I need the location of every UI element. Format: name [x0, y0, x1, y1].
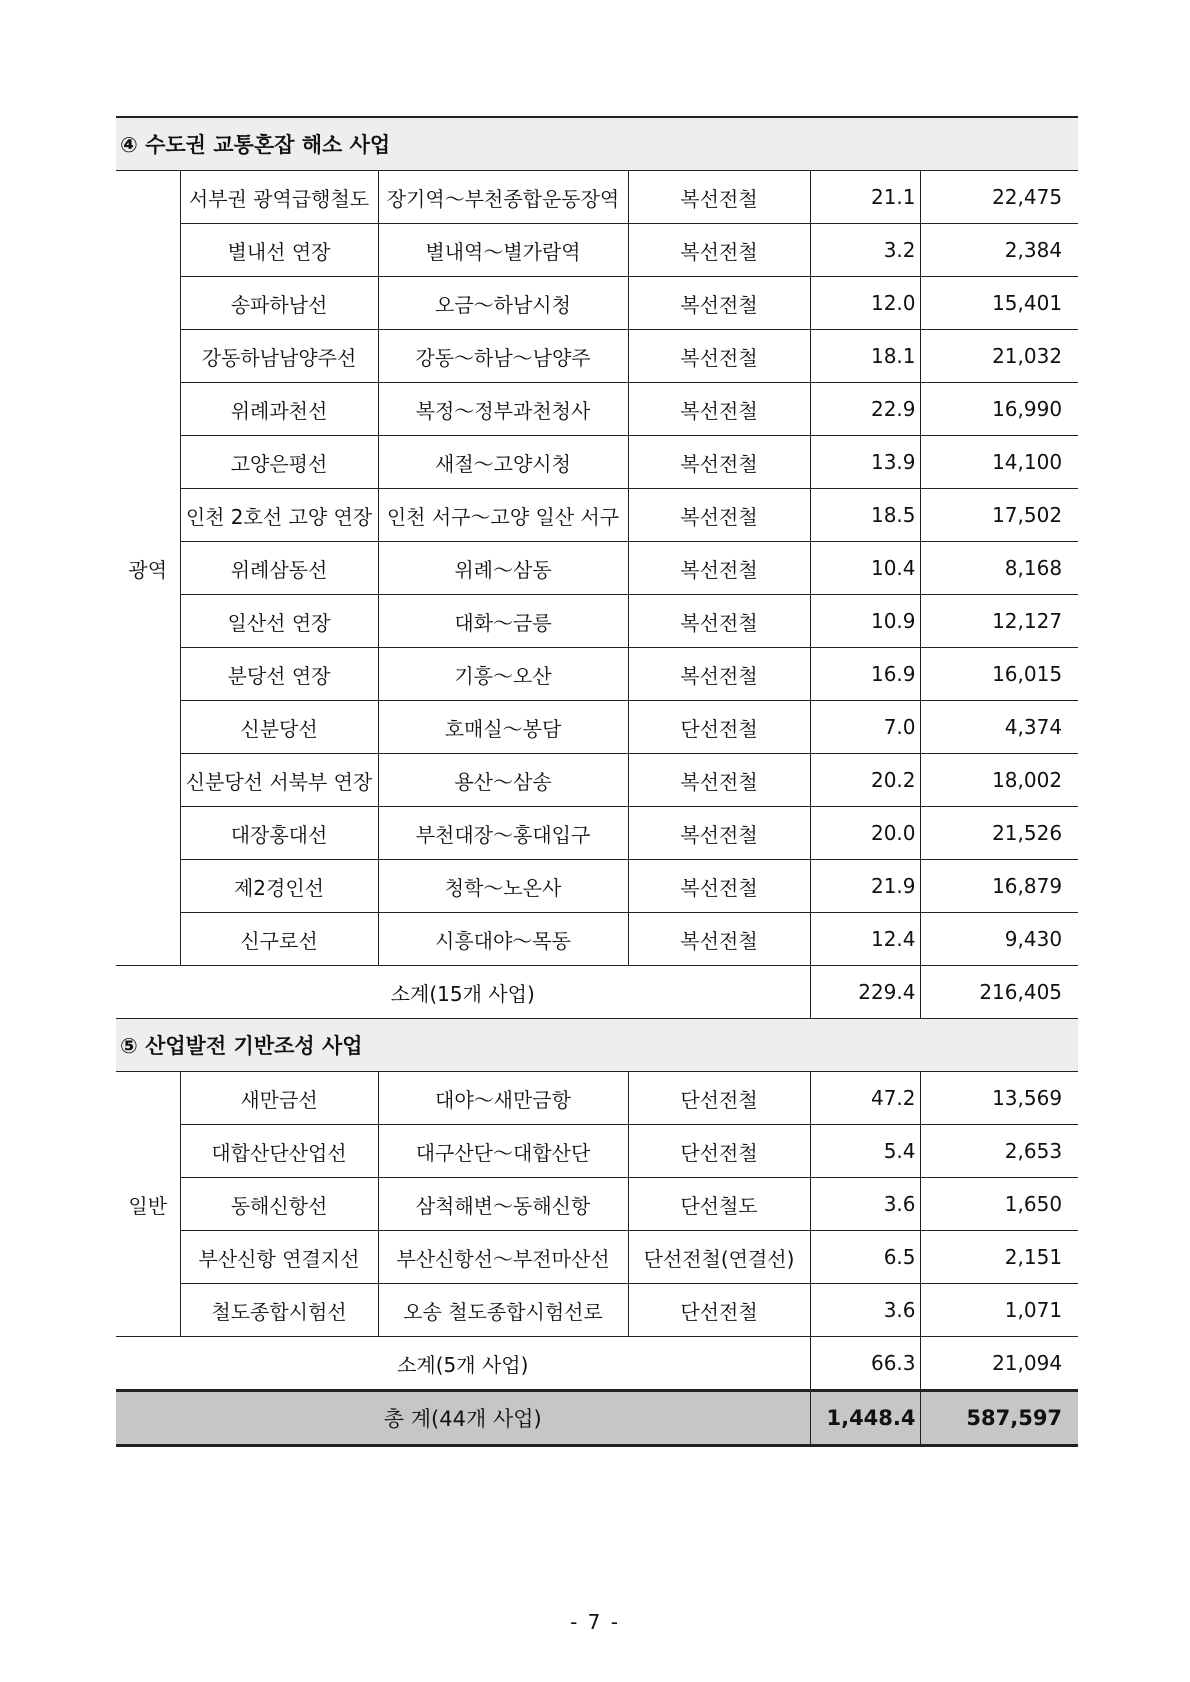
cost-cell: 21,032: [920, 330, 1078, 383]
grand-total-cost: 587,597: [920, 1391, 1078, 1446]
table-row: [116, 383, 1078, 436]
table-row: [116, 807, 1078, 860]
grand-total-row: [116, 1391, 1078, 1446]
subtotal-cost: 216,405: [920, 966, 1078, 1019]
project-name-cell: 대장홍대선: [180, 807, 378, 860]
length-cell: 5.4: [810, 1125, 920, 1178]
track-type-cell: 복선전철: [628, 489, 810, 542]
track-type-cell: 복선전철: [628, 913, 810, 966]
length-cell: 3.6: [810, 1284, 920, 1337]
table-row: [116, 1284, 1078, 1337]
route-cell: 강동～하남～남양주: [378, 330, 628, 383]
project-name-cell: 위례삼동선: [180, 542, 378, 595]
track-type-cell: 단선철도: [628, 1178, 810, 1231]
route-cell: 오송 철도종합시험선로: [378, 1284, 628, 1337]
route-cell: 부천대장～홍대입구: [378, 807, 628, 860]
table-row: [116, 1231, 1078, 1284]
section-title: ⑤ 산업발전 기반조성 사업: [116, 1019, 1078, 1072]
route-cell: 청학～노온사: [378, 860, 628, 913]
route-cell: 오금～하남시청: [378, 277, 628, 330]
table-row: [116, 648, 1078, 701]
length-cell: 12.4: [810, 913, 920, 966]
length-cell: 20.2: [810, 754, 920, 807]
project-name-cell: 신구로선: [180, 913, 378, 966]
route-cell: 복정～정부과천청사: [378, 383, 628, 436]
section-header-row: [116, 1019, 1078, 1072]
project-name-cell: 철도종합시험선: [180, 1284, 378, 1337]
length-cell: 47.2: [810, 1072, 920, 1125]
table-row: [116, 754, 1078, 807]
length-cell: 7.0: [810, 701, 920, 754]
route-cell: 대화～금릉: [378, 595, 628, 648]
cost-cell: 16,015: [920, 648, 1078, 701]
length-cell: 3.2: [810, 224, 920, 277]
section-header-row: [116, 117, 1078, 171]
project-name-cell: 서부권 광역급행철도: [180, 171, 378, 224]
length-cell: 21.9: [810, 860, 920, 913]
table-row: [116, 171, 1078, 224]
project-name-cell: 별내선 연장: [180, 224, 378, 277]
route-cell: 부산신항선～부전마산선: [378, 1231, 628, 1284]
track-type-cell: 복선전철: [628, 807, 810, 860]
group-label: 광역: [116, 171, 180, 966]
length-cell: 12.0: [810, 277, 920, 330]
project-name-cell: 송파하남선: [180, 277, 378, 330]
table-row: [116, 860, 1078, 913]
table-row: [116, 277, 1078, 330]
route-cell: 대야～새만금항: [378, 1072, 628, 1125]
project-name-cell: 신분당선 서북부 연장: [180, 754, 378, 807]
route-cell: 삼척해변～동해신항: [378, 1178, 628, 1231]
cost-cell: 14,100: [920, 436, 1078, 489]
length-cell: 10.4: [810, 542, 920, 595]
route-cell: 위례～삼동: [378, 542, 628, 595]
project-name-cell: 강동하남남양주선: [180, 330, 378, 383]
project-name-cell: 분당선 연장: [180, 648, 378, 701]
track-type-cell: 단선전철: [628, 1125, 810, 1178]
table-row: [116, 1072, 1078, 1125]
grand-total-length: 1,448.4: [810, 1391, 920, 1446]
table-row: [116, 701, 1078, 754]
subtotal-row: [116, 1337, 1078, 1391]
cost-cell: 2,384: [920, 224, 1078, 277]
track-type-cell: 복선전철: [628, 595, 810, 648]
page-number: - 7 -: [570, 1610, 620, 1634]
length-cell: 13.9: [810, 436, 920, 489]
track-type-cell: 단선전철: [628, 701, 810, 754]
group-label: 일반: [116, 1072, 180, 1337]
cost-cell: 4,374: [920, 701, 1078, 754]
track-type-cell: 복선전철: [628, 224, 810, 277]
cost-cell: 8,168: [920, 542, 1078, 595]
subtotal-length: 66.3: [810, 1337, 920, 1391]
cost-cell: 1,650: [920, 1178, 1078, 1231]
route-cell: 장기역～부천종합운동장역: [378, 171, 628, 224]
track-type-cell: 단선전철(연결선): [628, 1231, 810, 1284]
cost-cell: 2,653: [920, 1125, 1078, 1178]
cost-cell: 21,526: [920, 807, 1078, 860]
length-cell: 6.5: [810, 1231, 920, 1284]
cost-cell: 13,569: [920, 1072, 1078, 1125]
track-type-cell: 복선전철: [628, 648, 810, 701]
subtotal-label: 소계(15개 사업): [116, 966, 810, 1019]
project-name-cell: 동해신항선: [180, 1178, 378, 1231]
project-name-cell: 신분당선: [180, 701, 378, 754]
track-type-cell: 복선전철: [628, 542, 810, 595]
route-cell: 기흥～오산: [378, 648, 628, 701]
table-row: [116, 224, 1078, 277]
route-cell: 호매실～봉담: [378, 701, 628, 754]
table-row: [116, 595, 1078, 648]
grand-total-label: 총 계(44개 사업): [116, 1391, 810, 1446]
cost-cell: 16,879: [920, 860, 1078, 913]
route-cell: 대구산단～대합산단: [378, 1125, 628, 1178]
project-name-cell: 위례과천선: [180, 383, 378, 436]
cost-cell: 9,430: [920, 913, 1078, 966]
project-name-cell: 대합산단산업선: [180, 1125, 378, 1178]
cost-cell: 12,127: [920, 595, 1078, 648]
cost-cell: 16,990: [920, 383, 1078, 436]
route-cell: 용산～삼송: [378, 754, 628, 807]
length-cell: 21.1: [810, 171, 920, 224]
table-row: [116, 913, 1078, 966]
route-cell: 별내역～별가람역: [378, 224, 628, 277]
cost-cell: 2,151: [920, 1231, 1078, 1284]
table-row: [116, 1178, 1078, 1231]
table-row: [116, 330, 1078, 383]
project-name-cell: 새만금선: [180, 1072, 378, 1125]
track-type-cell: 복선전철: [628, 171, 810, 224]
project-name-cell: 고양은평선: [180, 436, 378, 489]
subtotal-length: 229.4: [810, 966, 920, 1019]
track-type-cell: 복선전철: [628, 860, 810, 913]
track-type-cell: 복선전철: [628, 436, 810, 489]
length-cell: 18.1: [810, 330, 920, 383]
route-cell: 인천 서구～고양 일산 서구: [378, 489, 628, 542]
railway-project-table: [116, 116, 1078, 1447]
length-cell: 3.6: [810, 1178, 920, 1231]
length-cell: 20.0: [810, 807, 920, 860]
length-cell: 16.9: [810, 648, 920, 701]
length-cell: 18.5: [810, 489, 920, 542]
length-cell: 22.9: [810, 383, 920, 436]
track-type-cell: 복선전철: [628, 383, 810, 436]
subtotal-label: 소계(5개 사업): [116, 1337, 810, 1391]
project-name-cell: 일산선 연장: [180, 595, 378, 648]
track-type-cell: 복선전철: [628, 330, 810, 383]
table-row: [116, 436, 1078, 489]
cost-cell: 15,401: [920, 277, 1078, 330]
cost-cell: 22,475: [920, 171, 1078, 224]
section-title: ④ 수도권 교통혼잡 해소 사업: [116, 117, 1078, 171]
table-row: [116, 1125, 1078, 1178]
project-name-cell: 제2경인선: [180, 860, 378, 913]
project-name-cell: 부산신항 연결지선: [180, 1231, 378, 1284]
route-cell: 새절～고양시청: [378, 436, 628, 489]
length-cell: 10.9: [810, 595, 920, 648]
cost-cell: 18,002: [920, 754, 1078, 807]
route-cell: 시흥대야～목동: [378, 913, 628, 966]
table-row: [116, 489, 1078, 542]
project-name-cell: 인천 2호선 고양 연장: [180, 489, 378, 542]
track-type-cell: 복선전철: [628, 754, 810, 807]
track-type-cell: 단선전철: [628, 1072, 810, 1125]
subtotal-cost: 21,094: [920, 1337, 1078, 1391]
track-type-cell: 복선전철: [628, 277, 810, 330]
table-row: [116, 542, 1078, 595]
project-table-page: [116, 116, 1078, 1447]
track-type-cell: 단선전철: [628, 1284, 810, 1337]
cost-cell: 17,502: [920, 489, 1078, 542]
cost-cell: 1,071: [920, 1284, 1078, 1337]
subtotal-row: [116, 966, 1078, 1019]
